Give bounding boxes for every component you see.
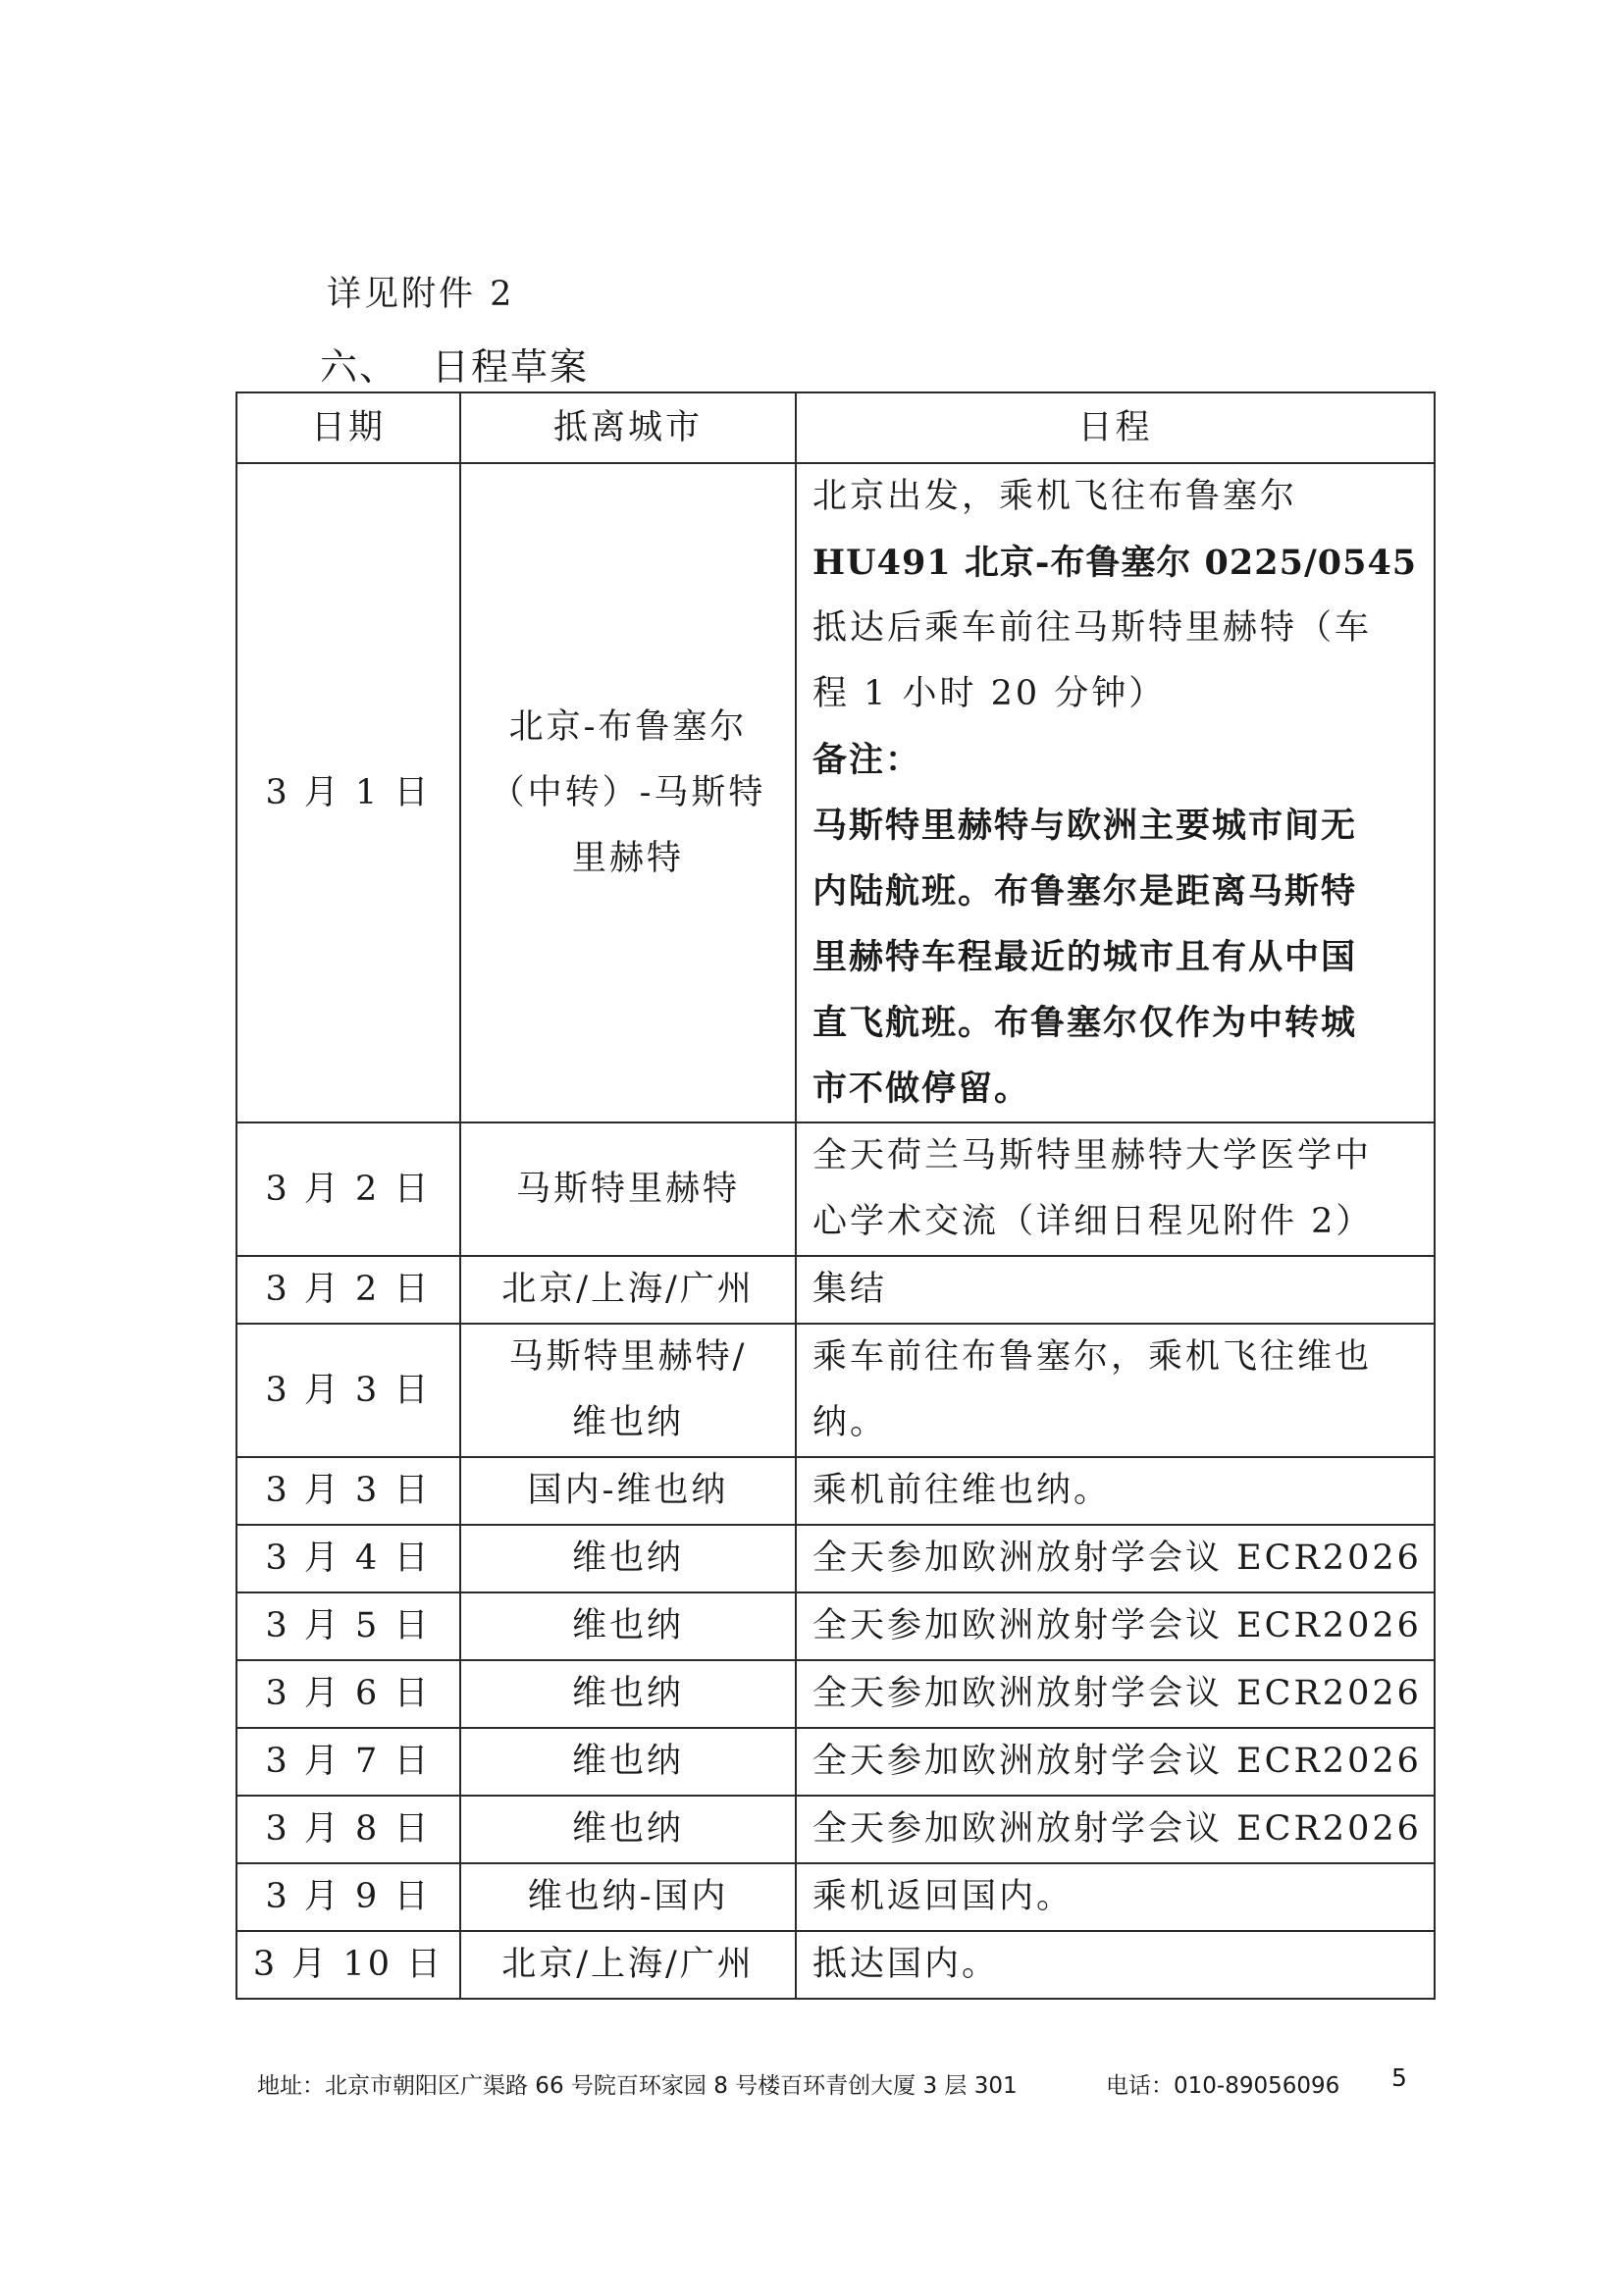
row-city: 北京/上海/广州: [460, 1256, 796, 1324]
footer-phone: 电话：010-89056096: [1106, 2073, 1340, 2099]
table-row: [236, 1592, 1435, 1660]
row-city: 维也纳: [460, 1592, 796, 1660]
intro-text: 详见附件 2: [327, 275, 515, 314]
row-city: 国内-维也纳: [460, 1457, 796, 1525]
row-schedule: 集结: [796, 1256, 1435, 1324]
schedule-line: 乘车前往布鲁塞尔，乘机飞往维也: [812, 1337, 1373, 1377]
row-city: 马斯特里赫特: [460, 1122, 796, 1256]
note-line: 市不做停留。: [812, 1069, 1031, 1109]
table-row: [236, 1457, 1435, 1525]
table-row: [236, 1660, 1435, 1728]
table-row: [236, 1931, 1435, 1999]
row-city: 维也纳: [460, 1796, 796, 1863]
table-row: [236, 1525, 1435, 1592]
table-row: [236, 1256, 1435, 1324]
row-city: 维也纳: [460, 1660, 796, 1728]
section-heading: [320, 337, 589, 391]
row-date: 3 月 10 日: [236, 1931, 460, 1999]
row-date: 3 月 2 日: [236, 1122, 460, 1256]
header-date: 日期: [236, 392, 460, 463]
note-line: 里赫特车程最近的城市且有从中国: [812, 937, 1358, 977]
row-date: 3 月 5 日: [236, 1592, 460, 1660]
row-schedule: 全天参加欧洲放射学会议 ECR2026: [796, 1796, 1435, 1863]
table-row: [236, 1122, 1435, 1256]
row-date: 3 月 2 日: [236, 1256, 460, 1324]
city-line: 马斯特里赫特/: [508, 1337, 748, 1377]
note-label: 备注：: [812, 740, 922, 780]
note-line: 马斯特里赫特与欧洲主要城市间无: [812, 806, 1358, 846]
row-date: 3 月 3 日: [236, 1457, 460, 1525]
footer-address: 地址：北京市朝阳区广渠路 66 号院百环家园 8 号楼百环青创大厦 3 层 301: [257, 2073, 1018, 2099]
row-date: 3 月 6 日: [236, 1660, 460, 1728]
note-line: 内陆航班。布鲁塞尔是距离马斯特: [812, 871, 1358, 912]
city-line: （中转）-马斯特: [490, 772, 766, 812]
row-date: 3 月 4 日: [236, 1525, 460, 1592]
note-line: 直飞航班。布鲁塞尔仅作为中转城: [812, 1003, 1358, 1043]
row-city: 北京/上海/广州: [460, 1931, 796, 1999]
row-schedule: 全天参加欧洲放射学会议 ECR2026: [796, 1728, 1435, 1796]
schedule-line: 抵达后乘车前往马斯特里赫特（车: [812, 608, 1373, 648]
section-number: 六、: [320, 345, 399, 389]
table-row: [236, 1863, 1435, 1931]
table-row: [236, 1796, 1435, 1863]
row-schedule: [796, 463, 1435, 1122]
row-date: 3 月 8 日: [236, 1796, 460, 1863]
city-line: 北京-布鲁塞尔: [508, 706, 748, 747]
row-schedule: 乘机返回国内。: [796, 1863, 1435, 1931]
table-row: [236, 1728, 1435, 1796]
row-date: 3 月 7 日: [236, 1728, 460, 1796]
row-city: 维也纳: [460, 1525, 796, 1592]
schedule-line: 纳。: [812, 1403, 888, 1442]
row-schedule: 全天参加欧洲放射学会议 ECR2026: [796, 1525, 1435, 1592]
row-schedule: 抵达国内。: [796, 1931, 1435, 1999]
flight-info: HU491 北京-布鲁塞尔 0225/0545: [812, 543, 1418, 583]
row-city: 维也纳-国内: [460, 1863, 796, 1931]
row-schedule: 全天参加欧洲放射学会议 ECR2026: [796, 1660, 1435, 1728]
table-row: [236, 463, 1435, 1122]
page-number: 5: [1391, 2063, 1407, 2092]
section-title: 日程草案: [432, 345, 590, 389]
row-city: [460, 463, 796, 1122]
table-header-row: [236, 392, 1435, 463]
row-schedule: 全天参加欧洲放射学会议 ECR2026: [796, 1592, 1435, 1660]
schedule-line: 心学术交流（详细日程见附件 2）: [812, 1202, 1374, 1241]
header-schedule: 日程: [796, 392, 1435, 463]
row-date: 3 月 9 日: [236, 1863, 460, 1931]
header-city: 抵离城市: [460, 392, 796, 463]
schedule-line: 北京出发，乘机飞往布鲁塞尔: [812, 477, 1298, 516]
city-line: 里赫特: [571, 838, 684, 878]
row-date: 3 月 1 日: [236, 463, 460, 1122]
schedule-table: [236, 391, 1436, 2000]
schedule-line: 程 1 小时 20 分钟）: [812, 674, 1167, 713]
city-line: 维也纳: [571, 1403, 684, 1442]
row-date: 3 月 3 日: [236, 1324, 460, 1457]
row-city: 维也纳: [460, 1728, 796, 1796]
row-schedule: 乘机前往维也纳。: [796, 1457, 1435, 1525]
schedule-line: 全天荷兰马斯特里赫特大学医学中: [812, 1136, 1373, 1175]
row-schedule: [796, 1122, 1435, 1256]
table-row: [236, 1324, 1435, 1457]
row-schedule: [796, 1324, 1435, 1457]
row-city: [460, 1324, 796, 1457]
